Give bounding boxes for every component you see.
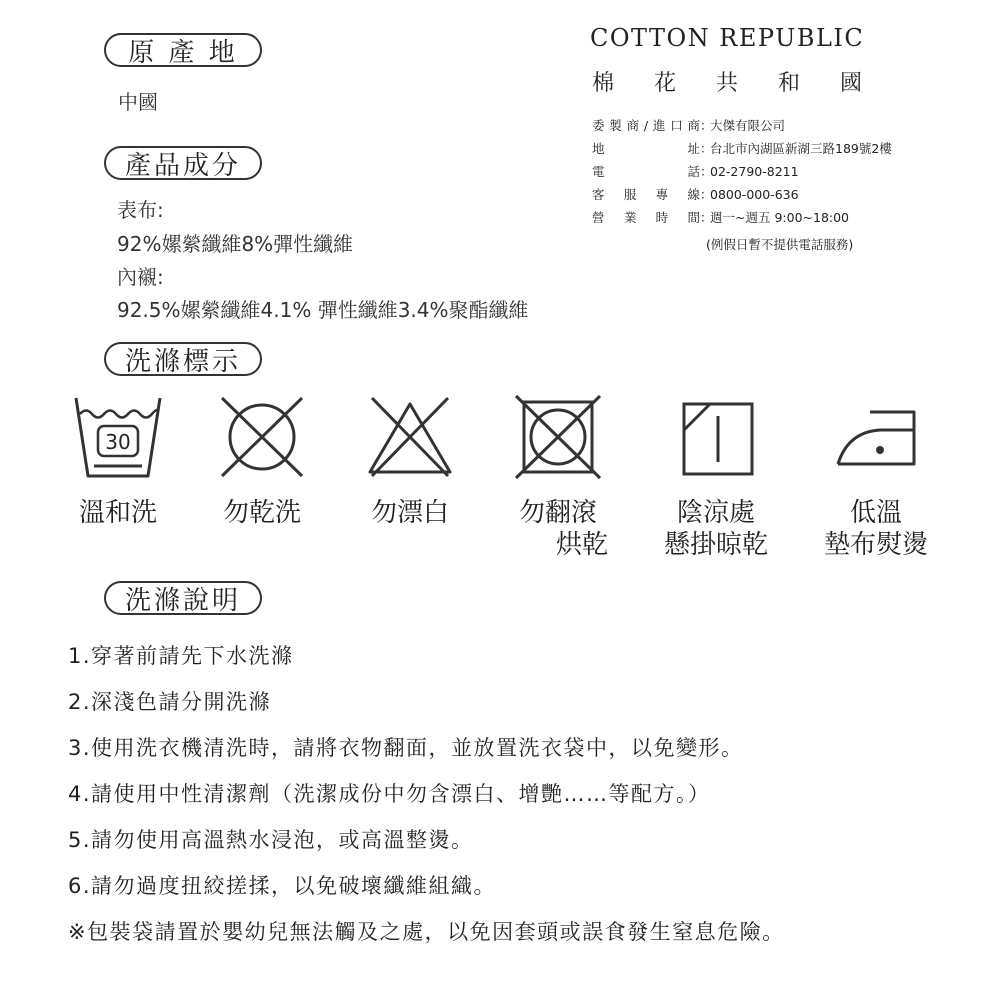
lining-value: 92.5%嫘縈纖維4.1% 彈性纖維3.4%聚酯纖維 — [117, 298, 529, 322]
care-labels-heading-label: 洗滌標示 — [124, 346, 241, 377]
info-separator: ： — [700, 164, 713, 179]
instructions-heading-label: 洗滌說明 — [124, 585, 241, 616]
instruction-warning: ※包裝袋請置於嬰幼兒無法觸及之處，以免因套頭或誤食發生窒息危險。 — [68, 920, 785, 944]
origin-value: 中國 — [118, 90, 158, 114]
info-key-char: 營 — [592, 210, 605, 225]
care-label-line: 懸掛晾乾 — [663, 530, 768, 560]
brand-cn-char: 棉 — [592, 71, 615, 96]
info-key — [592, 114, 700, 137]
info-value-hotline: 0800-000-636 — [710, 187, 799, 202]
care-label-line-dry-shade — [646, 497, 786, 561]
info-key-char: 專 — [655, 187, 669, 202]
info-key-char: 進 — [652, 118, 666, 133]
info-value-phone: 02-2790-8211 — [710, 164, 799, 179]
care-label-line: 烘乾 — [555, 530, 608, 560]
info-key-char: 話 — [687, 164, 700, 179]
info-key-char: 線 — [687, 187, 700, 202]
info-key-char: 間 — [687, 210, 700, 225]
info-value-company: 大傑有限公司 — [710, 118, 786, 133]
instructions-list — [68, 638, 785, 960]
wash-30-gentle-icon — [72, 394, 164, 480]
care-label-no-tumble-dry — [498, 497, 618, 561]
brand-cn-char: 國 — [839, 71, 862, 96]
brand-cn-char: 和 — [777, 71, 800, 96]
info-key — [592, 137, 700, 160]
brand-name-en: COTTON REPUBLIC — [590, 24, 865, 52]
low-iron-icon — [830, 398, 922, 476]
info-row-address — [592, 137, 892, 160]
instruction-line: 1.穿著前請先下水洗滌 — [68, 644, 294, 668]
info-separator: ： — [700, 118, 713, 133]
info-note: (例假日暫不提供電話服務) — [706, 237, 854, 252]
instruction-line: 4.請使用中性清潔劑（洗潔成份中勿含漂白、增艷……等配方。） — [68, 782, 711, 806]
composition-heading-label: 產品成分 — [124, 150, 241, 181]
care-label-low-iron — [806, 497, 946, 561]
info-row-manufacturer — [592, 114, 892, 137]
info-key — [592, 206, 700, 229]
instructions-heading — [104, 581, 262, 615]
info-key-char: 商 — [687, 118, 700, 133]
info-key-char: 地 — [592, 141, 605, 156]
origin-heading-label: 原 產 地 — [128, 37, 238, 68]
info-key-char: 時 — [655, 210, 669, 225]
no-bleach-icon — [364, 394, 456, 480]
info-key-char: 製 — [609, 118, 622, 133]
info-row-hours — [592, 206, 892, 229]
info-row-phone — [592, 160, 892, 183]
info-key-char: 商 — [626, 118, 640, 133]
wash-temperature: 30 — [105, 430, 131, 454]
care-label-line: 墊布熨燙 — [823, 530, 928, 560]
care-label-line: 溫和洗 — [78, 498, 157, 528]
info-key-char: 客 — [592, 187, 605, 202]
care-label-line: 勿漂白 — [370, 498, 449, 528]
care-label-line: 陰涼處 — [676, 498, 755, 528]
outer-fabric-value: 92%嫘縈纖維8%彈性纖維 — [117, 232, 354, 256]
instruction-line: 5.請勿使用高溫熱水浸泡，或高溫整燙。 — [68, 828, 474, 852]
info-separator: ： — [700, 187, 713, 202]
outer-fabric-label: 表布: — [117, 198, 164, 222]
care-labels-heading — [104, 342, 262, 376]
info-separator: ： — [700, 141, 713, 156]
no-tumble-dry-icon — [512, 394, 604, 480]
brand-cn-char: 花 — [653, 71, 676, 96]
info-key-char: 電 — [592, 164, 605, 179]
care-label-line: 勿乾洗 — [222, 498, 301, 528]
info-value-address: 台北市內湖區新湖三路189號2樓 — [710, 141, 892, 156]
info-key — [592, 183, 700, 206]
instruction-line: 2.深淺色請分開洗滌 — [68, 690, 272, 714]
care-label-line: 勿翻滾 — [518, 498, 597, 528]
line-dry-shade-icon — [672, 394, 764, 480]
brand-name-cn — [592, 66, 862, 97]
info-key-char: 業 — [623, 210, 637, 225]
info-key-char: 服 — [623, 187, 637, 202]
instruction-line: 6.請勿過度扭絞搓揉，以免破壞纖維組織。 — [68, 874, 497, 898]
instruction-line: 3.使用洗衣機清洗時，請將衣物翻面，並放置洗衣袋中，以免變形。 — [68, 736, 744, 760]
info-key — [592, 160, 700, 183]
care-label-no-bleach — [350, 497, 470, 529]
brand-cn-char: 共 — [715, 71, 738, 96]
lining-label: 內襯: — [117, 265, 164, 289]
info-key-char: 委 — [592, 118, 605, 133]
care-label-no-dry-clean — [202, 497, 322, 529]
info-separator: ： — [700, 210, 713, 225]
care-label-line: 低溫 — [849, 498, 902, 528]
info-key-char: 址 — [687, 141, 700, 156]
info-key-char: 口 — [670, 118, 683, 133]
info-row-hotline — [592, 183, 892, 206]
care-label-gentle-wash — [58, 497, 178, 529]
info-value-hours: 週一~週五 9:00~18:00 — [710, 210, 850, 225]
origin-heading — [104, 33, 262, 67]
no-dry-clean-icon — [216, 394, 308, 480]
company-info — [592, 114, 892, 252]
info-key-char: / — [643, 118, 649, 133]
composition-heading — [104, 146, 262, 180]
